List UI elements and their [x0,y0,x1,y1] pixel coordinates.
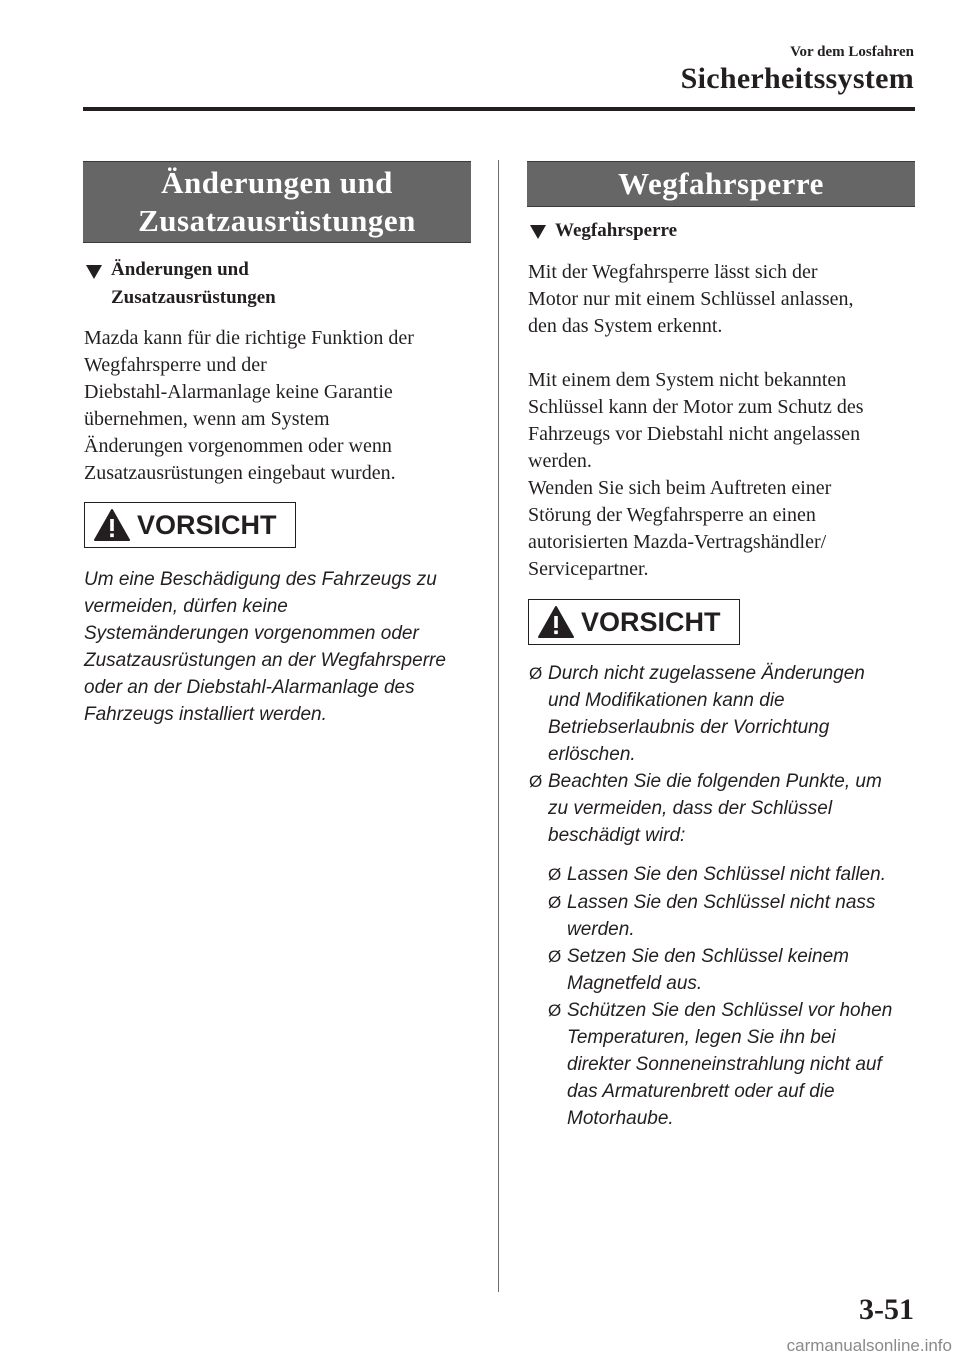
caution-label: VORSICHT [137,509,277,540]
text-line: Servicepartner. [528,558,649,580]
text-line: Mit der Wegfahrsperre lässt sich der [528,261,818,283]
subheading-line-2: Zusatzausrüstungen [111,287,276,308]
text-line: Fahrzeugs installiert werden. [84,704,327,725]
caution-label: VORSICHT [581,606,721,637]
section-band-wegfahrsperre: Wegfahrsperre [527,161,915,207]
subheading-wegfahrsperre: Wegfahrsperre [555,220,678,241]
text-line: Systemänderungen vorgenommen oder [84,623,419,644]
text-line: Mit einem dem System nicht bekannten [528,369,847,391]
text-line: Motorhaube. [567,1108,674,1129]
text-line: erlöschen. [548,744,636,765]
caution-sub-bullet-2 [548,889,876,943]
text-line: Störung der Wegfahrsperre an einen [528,504,816,526]
text-line: Mazda kann für die richtige Funktion der [84,327,414,349]
bullet-arrow-icon: Ø [529,664,543,683]
text-line: Zusatzausrüstungen an der Wegfahrsperre [84,650,446,671]
caution-box [84,502,296,548]
page-title: Sicherheitssystem [680,62,914,95]
caution-sub-bullet-1 [548,861,886,888]
text-line: Wegfahrsperre und der [84,354,267,376]
text-line: autorisierten Mazda-Vertragshändler/ [528,531,827,553]
text-line: oder an der Diebstahl-Alarmanlage des [84,677,415,698]
triangle-bullet-icon [530,225,546,239]
text-line: übernehmen, wenn am System [84,408,330,430]
caution-sub-bullet-3 [548,943,849,997]
section-label: Vor dem Losfahren [790,44,914,60]
warning-icon [93,508,131,542]
body-paragraph-1 [528,259,854,340]
text-line: Zusatzausrüstungen eingebaut wurden. [84,462,396,484]
caution-sub-bullet-4 [548,997,893,1132]
text-line: Änderungen vorgenommen oder wenn [84,435,392,457]
text-line: beschädigt wird: [548,825,686,846]
watermark: carmanualsonline.info [786,1336,952,1355]
text-line: Diebstahl-Alarmanlage keine Garantie [84,381,393,403]
subheading-aenderungen [111,256,276,312]
text-line: Temperaturen, legen Sie ihn bei [567,1027,836,1048]
page-number: 3-51 [859,1293,914,1326]
text-line: Lassen Sie den Schlüssel nicht fallen. [567,864,886,885]
bullet-arrow-icon: Ø [529,772,543,791]
band-title-line-2: Zusatzausrüstungen [138,203,416,238]
body-paragraph [84,325,414,487]
subheading-line-1: Änderungen und [111,259,249,280]
text-line: das Armaturenbrett oder auf die [567,1081,835,1102]
text-line: Lassen Sie den Schlüssel nicht nass [567,892,876,913]
text-line: vermeiden, dürfen keine [84,596,288,617]
text-line: zu vermeiden, dass der Schlüssel [548,798,833,819]
text-line: Fahrzeugs vor Diebstahl nicht angelassen [528,423,861,445]
text-line: direkter Sonneneinstrahlung nicht auf [567,1054,882,1075]
text-line: Motor nur mit einem Schlüssel anlassen, [528,288,854,310]
caution-bullet-1 [529,660,865,768]
band-title-line-1: Änderungen und [161,165,393,200]
caution-bullet-2 [529,768,882,849]
text-line: Um eine Beschädigung des Fahrzeugs zu [84,569,437,590]
text-line: Wenden Sie sich beim Auftreten einer [528,477,832,499]
column-divider [498,160,499,1292]
text-line: Magnetfeld aus. [567,973,703,994]
text-line: werden. [567,919,635,940]
text-line: Setzen Sie den Schlüssel keinem [567,946,849,967]
text-line: Beachten Sie die folgenden Punkte, um [548,771,882,792]
text-line: Betriebserlaubnis der Vorrichtung [548,717,830,738]
triangle-bullet-icon [86,265,102,279]
bullet-arrow-icon: Ø [548,865,562,884]
bullet-arrow-icon: Ø [548,1001,562,1020]
text-line: den das System erkennt. [528,315,723,337]
bullet-arrow-icon: Ø [548,893,562,912]
text-line: und Modifikationen kann die [548,690,785,711]
section-band-aenderungen [83,161,471,243]
warning-icon [537,605,575,639]
caution-box [528,599,740,645]
text-line: Schlüssel kann der Motor zum Schutz des [528,396,864,418]
text-line: werden. [528,450,592,472]
header-rule [83,107,915,111]
caution-text [84,566,446,728]
text-line: Schützen Sie den Schlüssel vor hohen [567,1000,893,1021]
text-line: Durch nicht zugelassene Änderungen [548,663,865,684]
bullet-arrow-icon: Ø [548,947,562,966]
body-paragraph-2 [528,367,864,583]
